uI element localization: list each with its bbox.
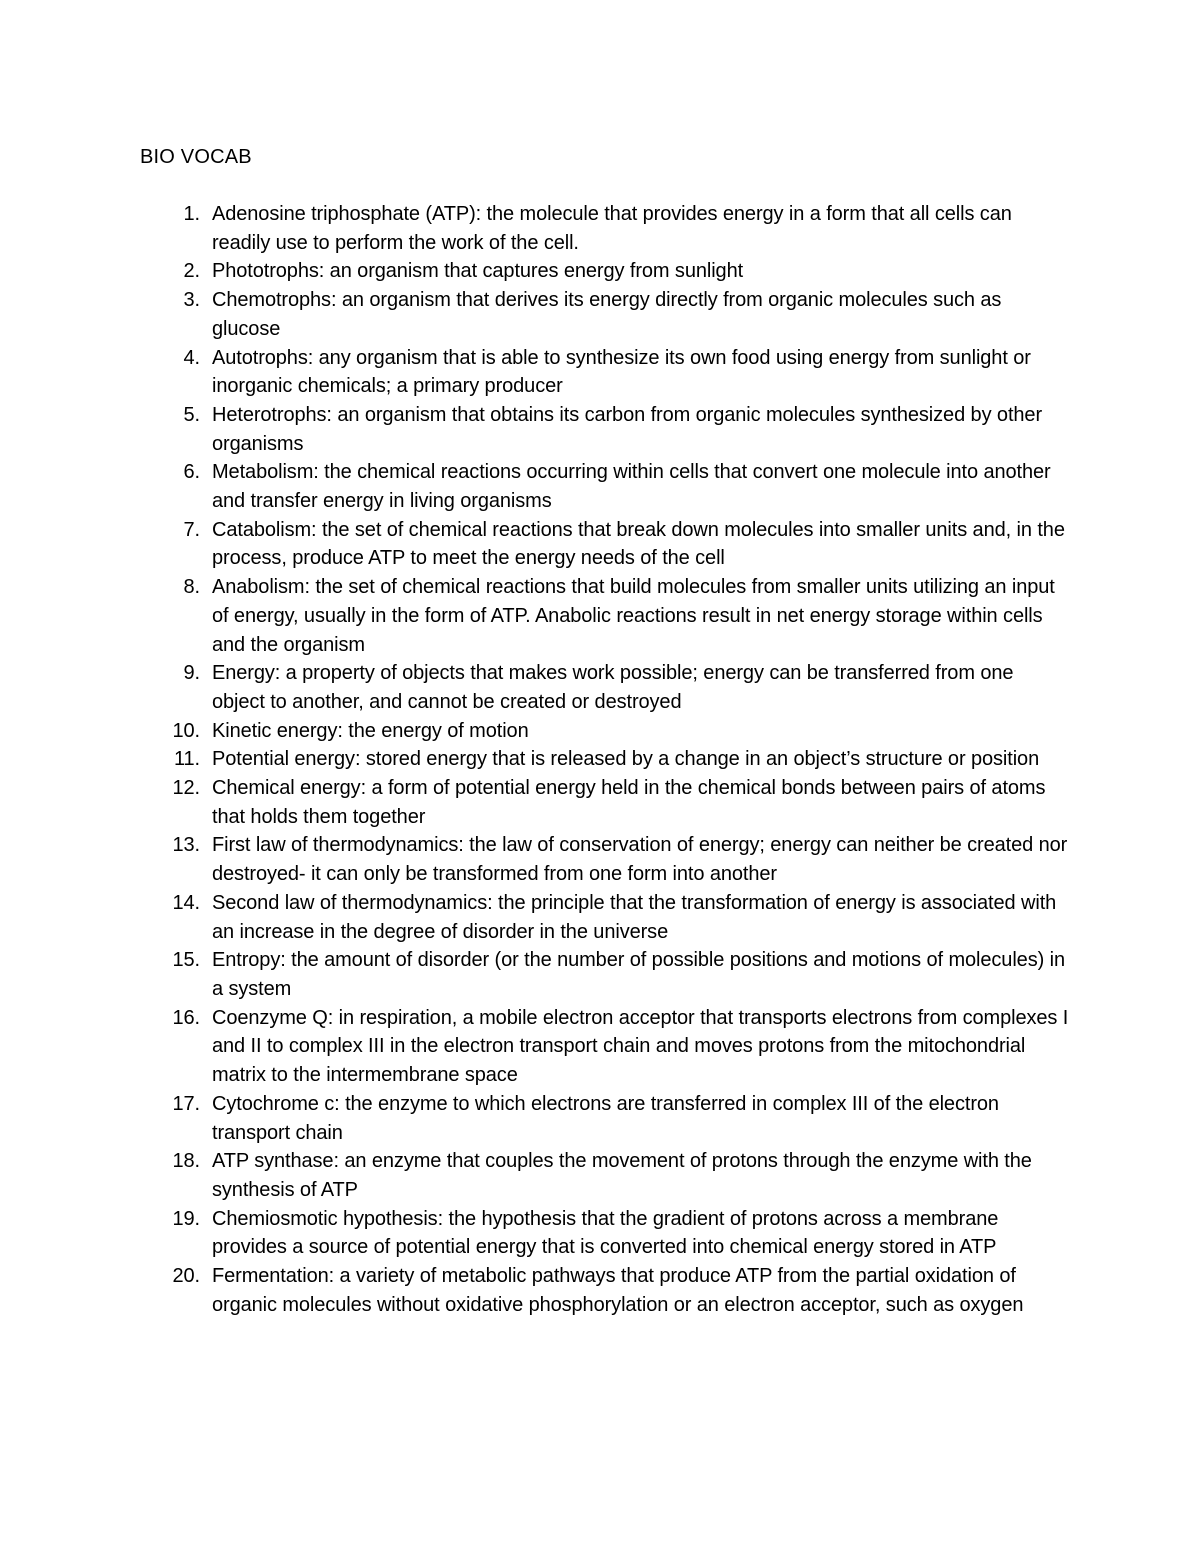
vocab-item-definition: Anabolism: the set of chemical reactions that build molecules from smaller units utilizing an input of energy, usually in the form of ATP. Anabolic reactions result in net energy storage within cells and the organism bbox=[212, 576, 1055, 656]
vocab-item-definition: Cytochrome c: the enzyme to which electrons are transferred in complex III of the electron transport chain bbox=[212, 1092, 999, 1144]
vocab-item bbox=[140, 573, 1070, 659]
vocab-item-number bbox=[140, 717, 212, 746]
vocab-item bbox=[140, 257, 1070, 286]
vocab-item-definition: Coenzyme Q: in respiration, a mobile electron acceptor that transports electrons from complexes I and II to complex III in the electron transport chain and moves protons from the mitochondrial matrix to the intermembrane space bbox=[212, 1006, 1069, 1087]
vocab-item bbox=[140, 745, 1070, 774]
vocab-list bbox=[140, 200, 1070, 1319]
vocab-item-number-label: 14. bbox=[172, 891, 200, 914]
vocab-item bbox=[140, 717, 1070, 746]
vocab-item-definition: Chemical energy: a form of potential energy held in the chemical bonds between pairs of atoms that holds them together bbox=[212, 777, 1046, 828]
vocab-item-number bbox=[140, 831, 212, 888]
vocab-item-number bbox=[140, 1147, 212, 1204]
vocab-item-number-label: 5. bbox=[183, 403, 200, 426]
vocab-item bbox=[140, 1205, 1070, 1262]
vocab-item-definition: Chemotrophs: an organism that derives its energy directly from organic molecules such as glucose bbox=[212, 289, 1002, 340]
vocab-item-number-label: 2. bbox=[183, 260, 200, 283]
vocab-item-definition: Heterotrophs: an organism that obtains its carbon from organic molecules synthesized by other organisms bbox=[212, 403, 1043, 455]
vocab-item-definition: Metabolism: the chemical reactions occurring within cells that convert one molecule into another and transfer energy in living organisms bbox=[212, 461, 1051, 513]
vocab-item-definition: Entropy: the amount of disorder (or the number of possible positions and motions of molecules) in a system bbox=[212, 949, 1065, 1000]
vocab-item bbox=[140, 286, 1070, 343]
vocab-item bbox=[140, 401, 1070, 458]
vocab-item-number bbox=[140, 344, 212, 401]
vocab-item-number bbox=[140, 774, 212, 831]
vocab-item bbox=[140, 946, 1070, 1003]
vocab-item-number bbox=[140, 1090, 212, 1147]
vocab-item-number-label: 6. bbox=[183, 461, 200, 484]
vocab-item-number-label: 8. bbox=[183, 576, 200, 599]
vocab-item-definition: Energy: a property of objects that makes work possible; energy can be transferred from one object to another, and cannot be created or destroyed bbox=[212, 662, 1014, 713]
vocab-item-definition: Catabolism: the set of chemical reactions that break down molecules into smaller units and, in the process, produce ATP to meet the energy needs of the cell bbox=[212, 518, 1065, 570]
vocab-item-definition: Autotrophs: any organism that is able to synthesize its own food using energy from sunlight or inorganic chemicals; a primary producer bbox=[212, 346, 1031, 398]
vocab-item bbox=[140, 889, 1070, 946]
vocab-item-definition: Potential energy: stored energy that is released by a change in an object’s structure or position bbox=[212, 748, 1040, 771]
vocab-item-definition: Phototrophs: an organism that captures energy from sunlight bbox=[212, 260, 744, 283]
vocab-item-number-label: 15. bbox=[172, 949, 200, 972]
vocab-item-number bbox=[140, 516, 212, 573]
vocab-item-number bbox=[140, 889, 212, 946]
vocab-item-number-label: 12. bbox=[172, 777, 200, 800]
vocab-item bbox=[140, 1004, 1070, 1090]
vocab-item bbox=[140, 774, 1070, 831]
vocab-item bbox=[140, 344, 1070, 401]
vocab-item-number bbox=[140, 573, 212, 659]
vocab-item-number bbox=[140, 401, 212, 458]
vocab-item-number bbox=[140, 200, 212, 257]
vocab-item bbox=[140, 659, 1070, 716]
vocab-item-number bbox=[140, 1004, 212, 1090]
vocab-item bbox=[140, 1262, 1070, 1319]
vocab-item-number-label: 1. bbox=[183, 203, 200, 225]
vocab-item-number-label: 18. bbox=[172, 1150, 200, 1173]
vocab-item-definition: Second law of thermodynamics: the principle that the transformation of energy is associated with an increase in the degree of disorder in the universe bbox=[212, 891, 1057, 943]
vocab-item-number bbox=[140, 286, 212, 343]
vocab-item-number bbox=[140, 946, 212, 1003]
vocab-item-number-label: 9. bbox=[183, 662, 200, 685]
vocab-item-number bbox=[140, 257, 212, 286]
vocab-item-number-label: 17. bbox=[172, 1092, 200, 1115]
vocab-item-number-label: 20. bbox=[172, 1265, 200, 1288]
vocab-item bbox=[140, 200, 1070, 257]
vocab-item-definition: Chemiosmotic hypothesis: the hypothesis that the gradient of protons across a membrane provides a source of potential energy that is converted into chemical energy stored in ATP bbox=[212, 1207, 999, 1259]
vocab-item bbox=[140, 458, 1070, 515]
vocab-item-number-label: 7. bbox=[183, 518, 200, 541]
vocab-item bbox=[140, 831, 1070, 888]
vocab-item-number-label: 10. bbox=[172, 719, 200, 742]
vocab-item-definition: Fermentation: a variety of metabolic pathways that produce ATP from the partial oxidation of organic molecules without oxidative phosphorylation or an electron acceptor, such as oxygen bbox=[212, 1265, 1024, 1316]
vocab-item-number-label: 16. bbox=[172, 1006, 200, 1029]
vocab-item-number-label: 13. bbox=[172, 834, 200, 857]
vocab-item-definition: First law of thermodynamics: the law of conservation of energy; energy can neither be created nor destroyed- it can only be transformed from one form into another bbox=[212, 834, 1068, 886]
vocab-item-definition: Adenosine triphosphate (ATP): the molecule that provides energy in a form that all cells can readily use to perform the work of the cell. bbox=[212, 203, 1012, 254]
vocab-item-number-label: 4. bbox=[183, 346, 200, 369]
vocab-item-number bbox=[140, 458, 212, 515]
vocab-item bbox=[140, 1090, 1070, 1147]
vocab-item-definition: ATP synthase: an enzyme that couples the movement of protons through the enzyme with the synthesis of ATP bbox=[212, 1150, 1032, 1201]
vocab-item-number bbox=[140, 1205, 212, 1262]
document-title: BIO VOCAB bbox=[140, 146, 252, 168]
vocab-item-number bbox=[140, 659, 212, 716]
vocab-item-definition: Kinetic energy: the energy of motion bbox=[212, 719, 529, 742]
vocab-item-number-label: 11. bbox=[173, 748, 200, 771]
vocab-item-number-label: 3. bbox=[183, 289, 200, 312]
vocab-item-number bbox=[140, 1262, 212, 1319]
vocab-item-number bbox=[140, 745, 212, 774]
vocab-item bbox=[140, 516, 1070, 573]
vocab-item-number-label: 19. bbox=[172, 1207, 200, 1230]
vocab-item bbox=[140, 1147, 1070, 1204]
